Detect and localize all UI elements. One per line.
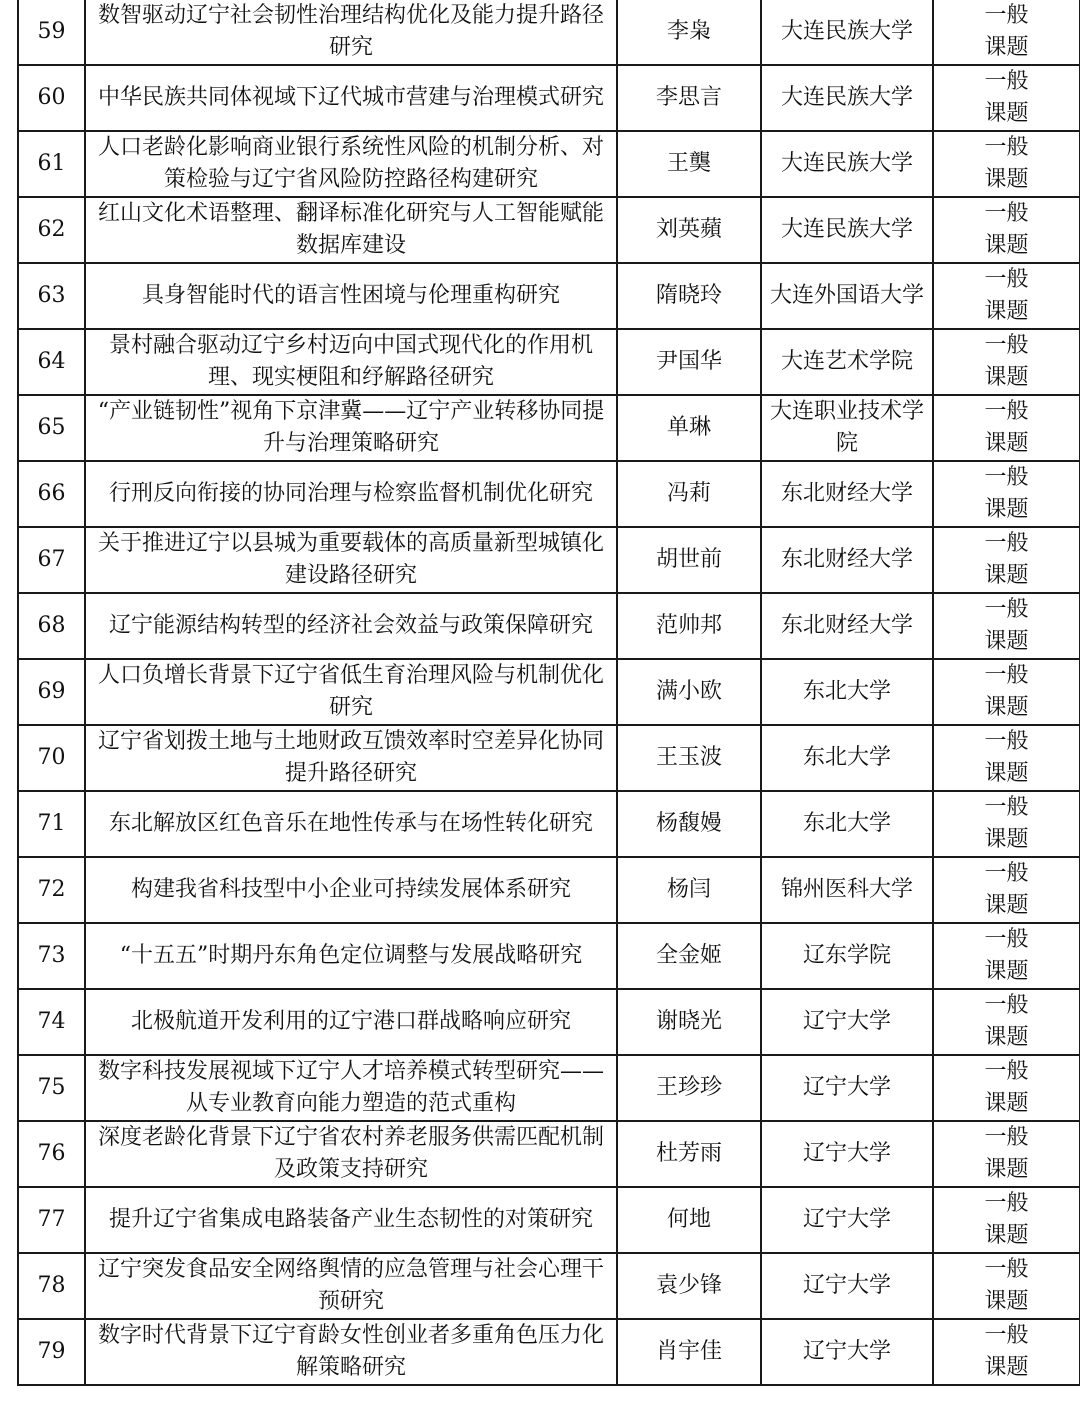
project-title: 提升辽宁省集成电路装备产业生态韧性的对策研究	[85, 1187, 617, 1253]
project-category	[933, 923, 1080, 989]
institution-name: 大连民族大学	[761, 65, 933, 131]
row-number: 73	[18, 923, 85, 989]
row-number: 63	[18, 263, 85, 329]
project-title: 人口老龄化影响商业银行系统性风险的机制分析、对策检验与辽宁省风险防控路径构建研究	[85, 131, 617, 197]
institution-name: 东北大学	[761, 659, 933, 725]
table-body	[18, 0, 1080, 1385]
row-number: 77	[18, 1187, 85, 1253]
project-category-line: 一般	[984, 531, 1029, 556]
project-category-line: 课题	[984, 761, 1029, 786]
project-category-line: 课题	[984, 563, 1029, 588]
row-number: 65	[18, 395, 85, 461]
table-row	[18, 857, 1080, 923]
principal-name: 刘英蘋	[617, 197, 761, 263]
project-title: 辽宁突发食品安全网络舆情的应急管理与社会心理干预研究	[85, 1253, 617, 1319]
table-row	[18, 923, 1080, 989]
project-category-line: 一般	[984, 1191, 1029, 1216]
table-row	[18, 461, 1080, 527]
principal-name: 满小欧	[617, 659, 761, 725]
project-title: 辽宁省划拨土地与土地财政互馈效率时空差异化协同提升路径研究	[85, 725, 617, 791]
project-title: 行刑反向衔接的协同治理与检察监督机制优化研究	[85, 461, 617, 527]
project-category-line: 课题	[984, 629, 1029, 654]
project-category-line: 一般	[984, 69, 1029, 94]
project-category-line: 课题	[984, 233, 1029, 258]
principal-name: 谢晓光	[617, 989, 761, 1055]
project-category	[933, 593, 1080, 659]
project-category-line: 课题	[984, 35, 1029, 60]
project-category-line: 一般	[984, 201, 1029, 226]
institution-name: 辽东学院	[761, 923, 933, 989]
row-number: 67	[18, 527, 85, 593]
principal-name: 杜芳雨	[617, 1121, 761, 1187]
table-row	[18, 1319, 1080, 1385]
institution-name: 大连民族大学	[761, 0, 933, 65]
row-number: 72	[18, 857, 85, 923]
project-category-line: 一般	[984, 333, 1029, 358]
institution-name: 辽宁大学	[761, 1121, 933, 1187]
project-category	[933, 1121, 1080, 1187]
project-title: 红山文化术语整理、翻译标准化研究与人工智能赋能数据库建设	[85, 197, 617, 263]
institution-name: 锦州医科大学	[761, 857, 933, 923]
institution-name: 大连职业技术学院	[761, 395, 933, 461]
project-category-line: 一般	[984, 1257, 1029, 1282]
project-title: 数字科技发展视域下辽宁人才培养模式转型研究——从专业教育向能力塑造的范式重构	[85, 1055, 617, 1121]
institution-name: 东北大学	[761, 791, 933, 857]
project-category-line: 课题	[984, 1355, 1029, 1380]
project-category-line: 一般	[984, 597, 1029, 622]
project-category-line: 课题	[984, 827, 1029, 852]
project-category	[933, 131, 1080, 197]
table-row	[18, 197, 1080, 263]
project-category	[933, 857, 1080, 923]
project-category-line: 一般	[984, 1059, 1029, 1084]
principal-name: 胡世前	[617, 527, 761, 593]
project-category-line: 课题	[984, 1025, 1029, 1050]
project-title: 关于推进辽宁以县城为重要载体的高质量新型城镇化建设路径研究	[85, 527, 617, 593]
project-category	[933, 659, 1080, 725]
principal-name: 王珍珍	[617, 1055, 761, 1121]
table-row	[18, 65, 1080, 131]
project-category-line: 一般	[984, 795, 1029, 820]
project-category-line: 课题	[984, 167, 1029, 192]
institution-name: 东北大学	[761, 725, 933, 791]
row-number: 64	[18, 329, 85, 395]
row-number: 79	[18, 1319, 85, 1385]
table-row	[18, 659, 1080, 725]
table-row	[18, 1121, 1080, 1187]
project-category	[933, 1319, 1080, 1385]
project-category-line: 一般	[984, 927, 1029, 952]
row-number: 68	[18, 593, 85, 659]
principal-name: 何地	[617, 1187, 761, 1253]
project-category-line: 课题	[984, 431, 1029, 456]
project-category	[933, 329, 1080, 395]
project-category-line: 一般	[984, 1125, 1029, 1150]
project-category	[933, 263, 1080, 329]
row-number: 75	[18, 1055, 85, 1121]
project-category-line: 课题	[984, 959, 1029, 984]
project-title: 北极航道开发利用的辽宁港口群战略响应研究	[85, 989, 617, 1055]
project-category-line: 一般	[984, 729, 1029, 754]
institution-name: 东北财经大学	[761, 461, 933, 527]
row-number: 59	[18, 0, 85, 65]
project-category-line: 课题	[984, 1289, 1029, 1314]
project-category	[933, 461, 1080, 527]
project-title: 具身智能时代的语言性困境与伦理重构研究	[85, 263, 617, 329]
principal-name: 范帅邦	[617, 593, 761, 659]
row-number: 71	[18, 791, 85, 857]
project-category-line: 一般	[984, 993, 1029, 1018]
principal-name: 李思言	[617, 65, 761, 131]
project-category-line: 一般	[984, 861, 1029, 886]
row-number: 66	[18, 461, 85, 527]
principal-name: 尹国华	[617, 329, 761, 395]
project-category-line: 课题	[984, 1223, 1029, 1248]
principal-name: 杨馥嫚	[617, 791, 761, 857]
principal-name: 全金姬	[617, 923, 761, 989]
project-category-line: 一般	[984, 465, 1029, 490]
institution-name: 辽宁大学	[761, 1187, 933, 1253]
project-category-line: 课题	[984, 365, 1029, 390]
project-category	[933, 1253, 1080, 1319]
principal-name: 王龑	[617, 131, 761, 197]
principal-name: 李枭	[617, 0, 761, 65]
project-category-line: 课题	[984, 299, 1029, 324]
institution-name: 辽宁大学	[761, 1253, 933, 1319]
institution-name: 辽宁大学	[761, 1055, 933, 1121]
principal-name: 隋晓玲	[617, 263, 761, 329]
project-category	[933, 791, 1080, 857]
project-title: 数字时代背景下辽宁育龄女性创业者多重角色压力化解策略研究	[85, 1319, 617, 1385]
project-category	[933, 197, 1080, 263]
principal-name: 肖宇佳	[617, 1319, 761, 1385]
project-category	[933, 0, 1080, 65]
institution-name: 东北财经大学	[761, 593, 933, 659]
table-row	[18, 593, 1080, 659]
project-category-line: 课题	[984, 1091, 1029, 1116]
institution-name: 大连外国语大学	[761, 263, 933, 329]
principal-name: 王玉波	[617, 725, 761, 791]
row-number: 69	[18, 659, 85, 725]
project-list-table	[17, 0, 1080, 1386]
project-title: 构建我省科技型中小企业可持续发展体系研究	[85, 857, 617, 923]
row-number: 62	[18, 197, 85, 263]
project-category-line: 一般	[984, 267, 1029, 292]
table-row	[18, 1055, 1080, 1121]
row-number: 60	[18, 65, 85, 131]
project-category-line: 课题	[984, 695, 1029, 720]
project-category-line: 一般	[984, 135, 1029, 160]
project-title: 辽宁能源结构转型的经济社会效益与政策保障研究	[85, 593, 617, 659]
project-category	[933, 527, 1080, 593]
project-title: “十五五”时期丹东角色定位调整与发展战略研究	[85, 923, 617, 989]
project-title: 人口负增长背景下辽宁省低生育治理风险与机制优化研究	[85, 659, 617, 725]
project-category-line: 课题	[984, 101, 1029, 126]
table-row	[18, 527, 1080, 593]
project-category	[933, 1187, 1080, 1253]
principal-name: 袁少锋	[617, 1253, 761, 1319]
table-row	[18, 329, 1080, 395]
project-title: “产业链韧性”视角下京津冀——辽宁产业转移协同提升与治理策略研究	[85, 395, 617, 461]
row-number: 61	[18, 131, 85, 197]
project-category-line: 课题	[984, 893, 1029, 918]
project-category	[933, 1055, 1080, 1121]
table-row	[18, 725, 1080, 791]
institution-name: 辽宁大学	[761, 1319, 933, 1385]
project-category	[933, 65, 1080, 131]
project-category-line: 一般	[984, 3, 1029, 28]
table-row	[18, 1187, 1080, 1253]
project-title: 东北解放区红色音乐在地性传承与在场性转化研究	[85, 791, 617, 857]
project-category	[933, 725, 1080, 791]
table-row	[18, 131, 1080, 197]
project-category-line: 一般	[984, 663, 1029, 688]
project-category-line: 课题	[984, 1157, 1029, 1182]
table-row	[18, 263, 1080, 329]
institution-name: 大连民族大学	[761, 131, 933, 197]
table-row	[18, 0, 1080, 65]
institution-name: 辽宁大学	[761, 989, 933, 1055]
row-number: 76	[18, 1121, 85, 1187]
project-category-line: 一般	[984, 1323, 1029, 1348]
row-number: 74	[18, 989, 85, 1055]
project-title: 数智驱动辽宁社会韧性治理结构优化及能力提升路径研究	[85, 0, 617, 65]
project-category-line: 课题	[984, 497, 1029, 522]
project-category	[933, 395, 1080, 461]
institution-name: 大连民族大学	[761, 197, 933, 263]
row-number: 70	[18, 725, 85, 791]
project-title: 中华民族共同体视域下辽代城市营建与治理模式研究	[85, 65, 617, 131]
table-row	[18, 791, 1080, 857]
table-row	[18, 1253, 1080, 1319]
table-row	[18, 989, 1080, 1055]
table-row	[18, 395, 1080, 461]
project-category-line: 一般	[984, 399, 1029, 424]
row-number: 78	[18, 1253, 85, 1319]
project-title: 深度老龄化背景下辽宁省农村养老服务供需匹配机制及政策支持研究	[85, 1121, 617, 1187]
project-category	[933, 989, 1080, 1055]
principal-name: 单琳	[617, 395, 761, 461]
project-title: 景村融合驱动辽宁乡村迈向中国式现代化的作用机理、现实梗阻和纾解路径研究	[85, 329, 617, 395]
principal-name: 杨闫	[617, 857, 761, 923]
institution-name: 东北财经大学	[761, 527, 933, 593]
principal-name: 冯莉	[617, 461, 761, 527]
institution-name: 大连艺术学院	[761, 329, 933, 395]
